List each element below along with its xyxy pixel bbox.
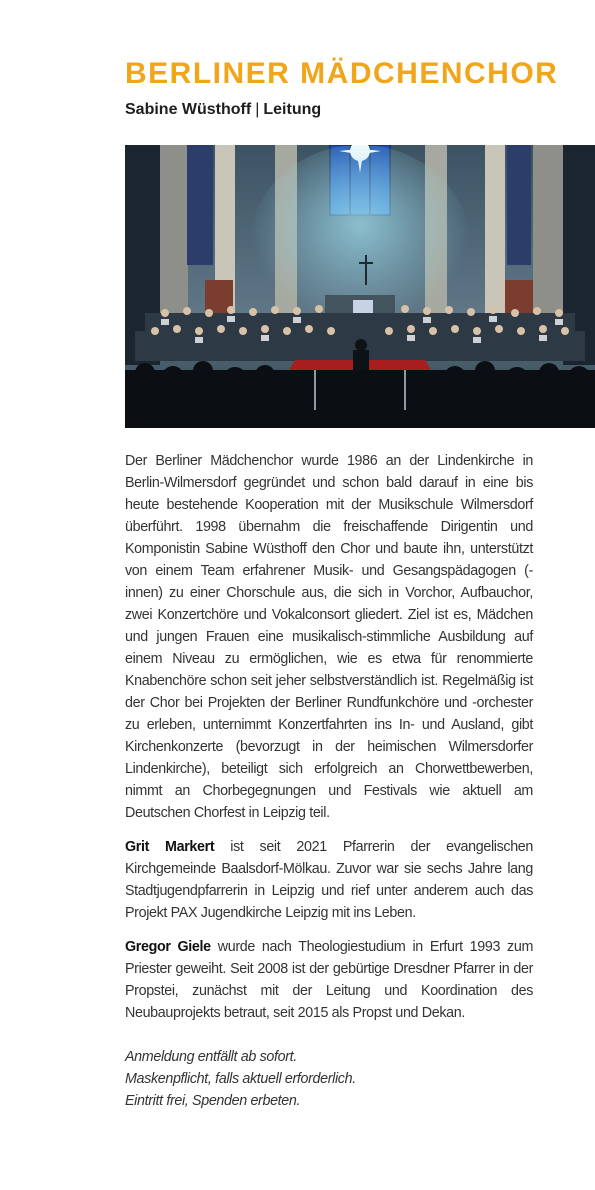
subtitle-separator: | (255, 101, 260, 118)
giele-bio-text: wurde nach Theologiestudium in Erfurt 1993 zum Priester geweiht. Seit 2008 ist der gebürtige Dresdner Pfarrer in der Propstei, zunächst mit der Leitung und Koordination des Neubauprojekts betraut, seit 2015 als Propst und Dekan. (125, 939, 533, 1021)
choir-concert-photo (125, 145, 595, 428)
choir-description: Der Berliner Mädchenchor wurde 1986 an der Lindenkirche in Berlin-Wilmersdorf gegründet und schon bald darauf in eine bis heute bestehende Kooperation mit der Musikschule Wilmersdorf überführt. 1998 übernahm die freischaffende Dirigentin und Komponistin Sabine Wüsthoff den Chor und baute ihn, unterstützt von einem Team erfahrener Musik- und Gesangspädagogen (-innen) zu einer Chorschule aus, die sich in Vorchor, Aufbauchor, zwei Konzertchöre und Vokalconsort gliedert. Ziel ist es, Mädchen und jungen Frauen eine musikalisch-stimmliche Ausbildung auf einem Niveau zu ermöglichen, wie es etwa für renommierte Knabenchöre schon seit jeher selbstverständlich ist. Regelmäßig ist der Chor bei Projekten der Berliner Rundfunkchöre und -orchester zu erleben, unternimmt Konzertfahrten ins In- und Ausland, gibt Kirchenkonzerte (bevorzugt in der heimischen Wilmersdorfer Lindenkirche), beteiligt sich erfolgreich an Chorwettbewerben, nimmt an Chorbegegnungen und Festivals wie aktuell am Deutschen Chorfest in Leipzig teil. (125, 453, 533, 821)
markert-bio-text: ist seit 2021 Pfarrerin der evangelischen Kirchgemeinde Baalsdorf-Mölkau. Zuvor war sie sechs Jahre lang Stadtjugendpfarrerin in Leipzig und rief unter anderem auch das Projekt PAX Jugendkirche Leipzig mit ins Leben. (125, 839, 533, 921)
markert-name: Grit Markert (125, 839, 215, 855)
markert-bio (125, 836, 533, 924)
note-registration: Anmeldung entfällt ab sofort. (125, 1049, 297, 1065)
leader-role: Leitung (263, 101, 322, 118)
note-masks: Maskenpflicht, falls aktuell erforderlich. (125, 1071, 356, 1087)
leader-name: Sabine Wüsthoff (125, 101, 252, 118)
giele-bio (125, 936, 533, 1024)
note-admission: Eintritt frei, Spenden erbeten. (125, 1093, 301, 1109)
subtitle (125, 101, 321, 119)
giele-name: Gregor Giele (125, 939, 211, 955)
content (125, 450, 533, 1112)
page-title: BERLINER MÄDCHENCHOR (125, 57, 559, 90)
event-notes (125, 1046, 533, 1112)
